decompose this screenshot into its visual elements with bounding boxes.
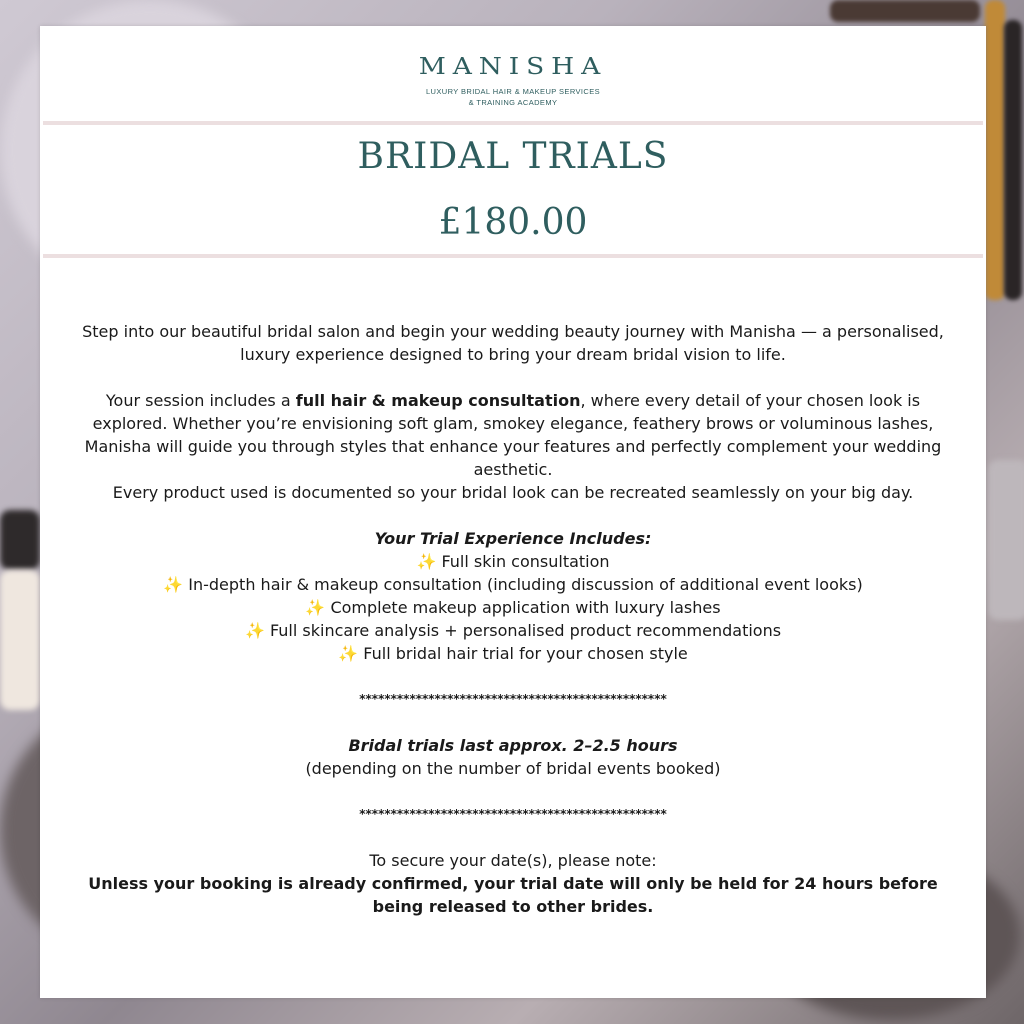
includes-heading: Your Trial Experience Includes: — [374, 529, 652, 548]
divider-rule-top — [43, 121, 983, 125]
star-divider: ************************************************* — [359, 807, 667, 821]
include-item — [78, 619, 948, 642]
include-item — [78, 596, 948, 619]
sparkle-icon: ✨ — [338, 644, 359, 663]
booking-warning: Unless your booking is already confirmed, your trial date will only be held for 24 hours before being released to other brides. — [88, 874, 938, 916]
sparkle-icon: ✨ — [163, 575, 184, 594]
makeup-brush-image — [1004, 20, 1022, 300]
secure-note: To secure your date(s), please note: — [369, 851, 657, 870]
cosmetic-jar-image — [0, 570, 40, 710]
include-item-text: In-depth hair & makeup consultation (including discussion of additional event looks) — [188, 575, 863, 594]
session-prefix: Your session includes a — [105, 391, 296, 410]
include-item-text: Full skincare analysis + personalised product recommendations — [269, 621, 782, 640]
sparkle-icon: ✨ — [305, 598, 326, 617]
cosmetic-jar-image — [0, 510, 40, 570]
page-title: BRIDAL TRIALS — [357, 136, 669, 177]
compact-image — [988, 460, 1024, 620]
sparkle-icon: ✨ — [416, 552, 437, 571]
include-item-text: Full bridal hair trial for your chosen style — [363, 644, 688, 663]
session-suffix: , where every detail of your chosen look is explored. Whether you’re envisioning soft glam, smokey elegance, feathery brows or voluminous lashes, Manisha will guide you through styles that enhance your features and perfectly complement your wedding aesthetic. — [84, 391, 942, 479]
session-paragraph — [78, 389, 948, 481]
makeup-brush-image — [985, 0, 1005, 300]
intro-paragraph: Step into our beautiful bridal salon and begin your wedding beauty journey with Manisha — a personalised, luxury experience designed to bring your dream bridal vision to life. — [82, 322, 944, 364]
divider-rule-bottom — [43, 254, 983, 258]
include-item-text: Full skin consultation — [441, 552, 610, 571]
star-divider: ************************************************* — [359, 692, 667, 706]
brand-tagline — [40, 86, 986, 108]
duration-note: (depending on the number of bridal events booked) — [305, 759, 721, 778]
brand-tagline-line1: LUXURY BRIDAL HAIR & MAKEUP SERVICES — [425, 87, 601, 96]
sparkle-icon: ✨ — [244, 621, 265, 640]
bridal-trial-card — [40, 26, 986, 998]
makeup-brush-image — [830, 0, 980, 22]
brand-name: MANISHA — [418, 54, 608, 80]
price: £180.00 — [438, 202, 588, 243]
include-item — [78, 550, 948, 573]
include-item — [78, 573, 948, 596]
documented-paragraph: Every product used is documented so your bridal look can be recreated seamlessly on your big day. — [112, 483, 914, 502]
include-item — [78, 642, 948, 665]
brand-logo — [40, 54, 986, 108]
duration-heading: Bridal trials last approx. 2–2.5 hours — [348, 736, 678, 755]
description — [78, 320, 948, 918]
brand-tagline-line2: & TRAINING ACADEMY — [468, 98, 558, 107]
session-highlight: full hair & makeup consultation — [295, 391, 581, 410]
include-item-text: Complete makeup application with luxury lashes — [330, 598, 721, 617]
